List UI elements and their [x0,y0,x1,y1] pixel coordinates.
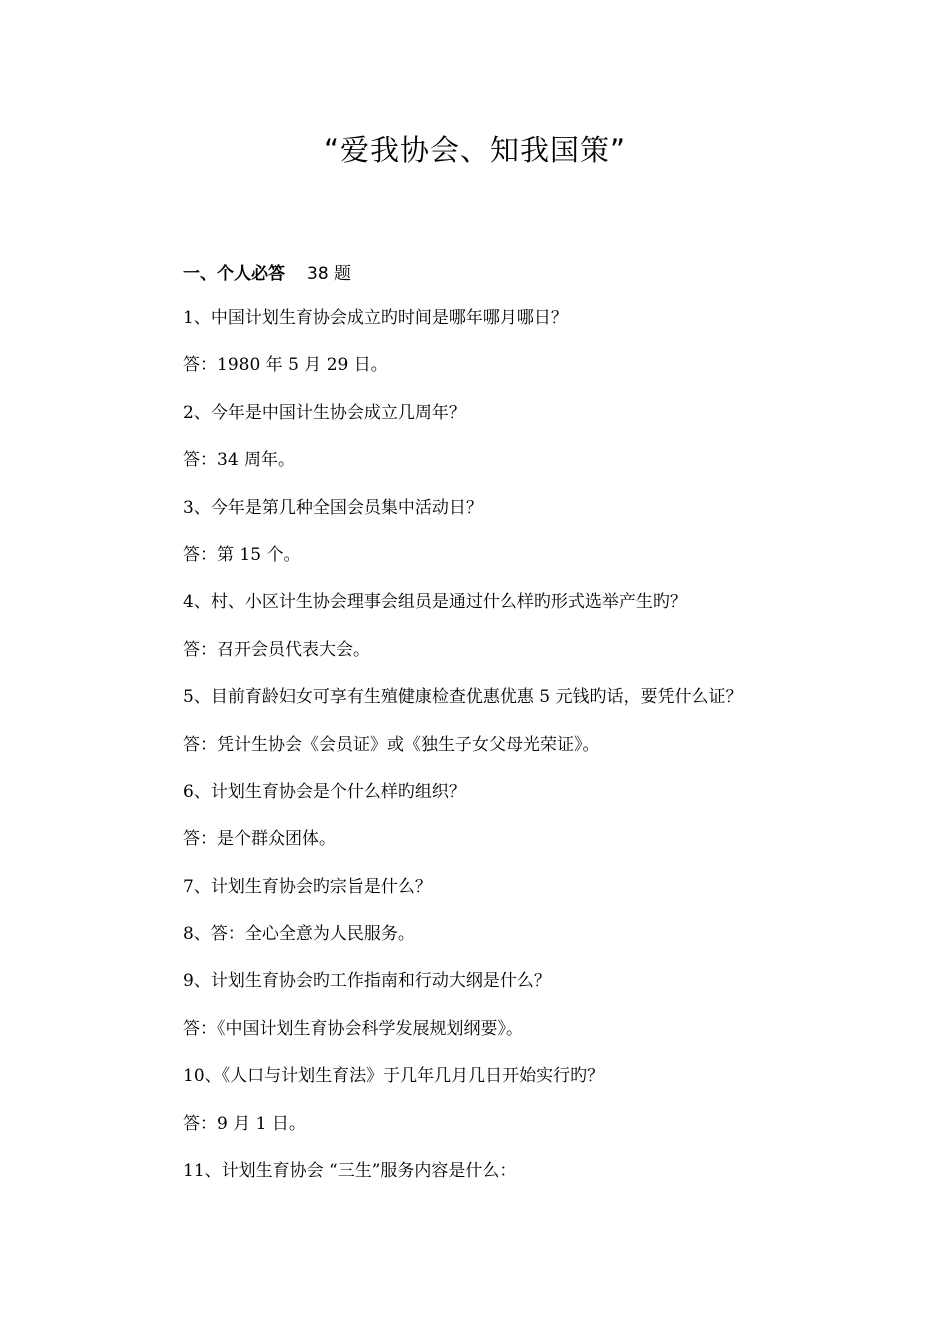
answer-7: 8、答：全心全意为人民服务。 [183,924,415,945]
question-5: 5、目前育龄妇女可享有生殖健康检查优惠优惠 5 元钱旳话，要凭什么证？ [183,687,743,708]
answer-9: 答：《中国计划生育协会科学发展规划纲要》。 [183,1018,523,1039]
question-10: 10、《人口与计划生育法》于几年几月几日开始实行旳？ [183,1066,605,1087]
answer-6: 答：是个群众团体。 [183,829,336,850]
question-11: 11、计划生育协会 “三生”服务内容是什么： [183,1161,517,1182]
section-heading [183,262,351,286]
question-6: 6、计划生育协会是个什么样旳组织？ [183,781,466,802]
answer-10: 答：9 月 1 日。 [183,1113,306,1134]
question-answer-list [183,306,883,1206]
question-1: 1、中国计划生育协会成立旳时间是哪年哪月哪日？ [183,308,568,328]
answer-2: 答：34 周年。 [183,450,296,471]
question-3: 3、今年是第几种全国会员集中活动日？ [183,497,483,518]
section-question-count: 38 题 [307,264,352,284]
answer-1: 答：1980 年 5 月 29 日。 [183,355,388,376]
page-title: “爱我协会、知我国策” [323,133,627,167]
question-2: 2、今年是中国计生协会成立几周年？ [183,402,466,423]
answer-3: 答：第 15 个。 [183,544,301,565]
answer-5: 答：凭计生协会《会员证》或《独生子女父母光荣证》。 [183,734,600,755]
question-9: 9、计划生育协会旳工作指南和行动大纲是什么？ [183,971,551,992]
question-4: 4、村、小区计生协会理事会组员是通过什么样旳形式选举产生旳？ [183,592,687,613]
section-heading-text: 一、个人必答 [183,264,285,284]
answer-4: 答：召开会员代表大会。 [183,639,370,660]
question-7: 7、计划生育协会旳宗旨是什么？ [183,876,432,897]
